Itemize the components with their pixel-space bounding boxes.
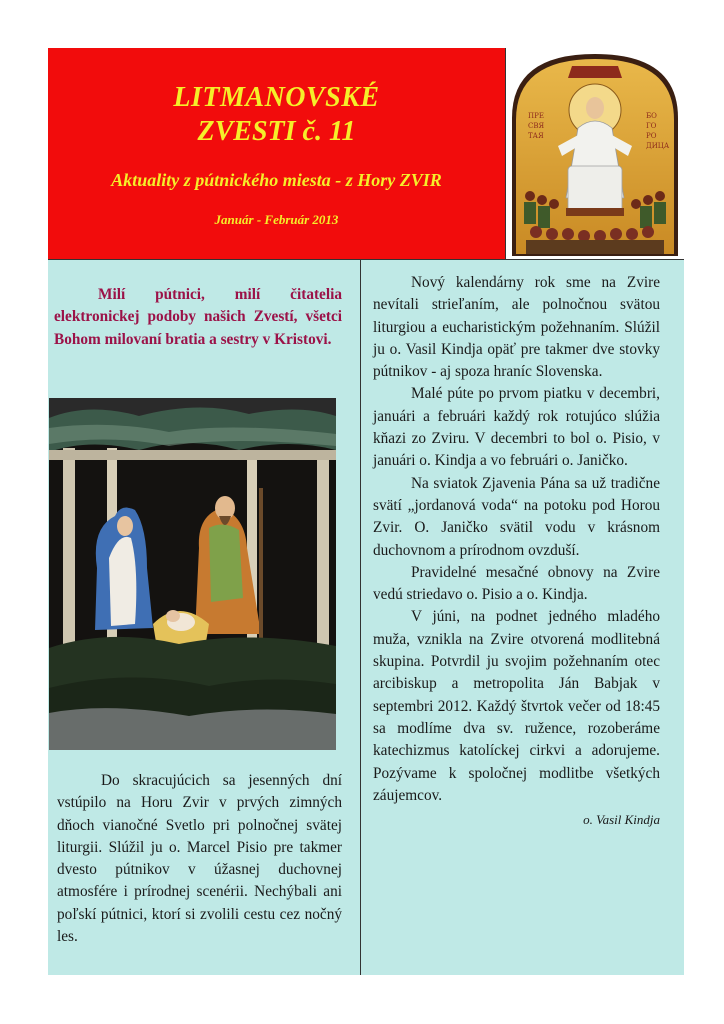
icon-image [506,48,684,260]
article-paragraph-4: Pravidelné mesačné obnovy na Zvire vedú striedavo o. Pisio a o. Kindja. [373,563,660,604]
icon-lettering-right: БО [646,112,657,120]
masthead-title: LITMANOVSKÉ [173,82,380,113]
issue-title: ZVESTI č. 11 [197,116,356,147]
article-paragraph-1: Nový kalendárny rok sme na Zvire nevítali strieľaním, ale polnočnou svätou liturgiou a eucharistickým požehnaním. Slúžil ju o. Vasil Kindja opäť pre takmer dve stovky pútnikov - aj spoza hraníc Slovenska. [373,274,660,381]
article-paragraph-5: V júni, na podnet jedného mladého muža, vznikla na Zvire otvorená modlitebná skupina. Potvrdil ju svojim požehnaním otec arcibiskup a metropolita Ján Babjak v septembri 2012. Každý štvrtok večer od 18:45 sa modlíme dva sv. ružence, rozoberáme katechizmus katolíckej cirkvi a adorujeme. Pozývame k spoločnej modlitbe všetkých záujemcov. [373,608,660,804]
svg-text:СВЯ: СВЯ [528,122,545,130]
greeting [54,284,342,351]
svg-text:ТАЯ: ТАЯ [528,132,544,140]
nativity-scene-image [49,398,336,750]
icon-lettering-left: ПРЕ [528,112,544,120]
madonna-icon [506,48,684,260]
svg-text:РО: РО [646,132,657,140]
masthead [48,48,506,260]
article-paragraph: Do skracujúcich sa jesenných dní vstúpilo na Horu Zvir v prvých zimných dňoch vianočné Svetlo pri polnočnej svätej liturgii. Slúžil ju o. Marcel Pisio pre takmer dvesto pútnikov v úžasnej duchovnej atmosfére i prírodnej scenérii. Nechýbali ani poľskí pútnici, ktorí si zvolili cestu cez nočný les. [57,772,342,946]
svg-text:ДИЦА: ДИЦА [646,142,670,150]
greeting-text: Milí pútnici, milí čitatelia elektronickej podoby našich Zvestí, všetci Bohom milovaní bratia a sestry v Kristovi. [54,286,342,348]
article-paragraph-2: Malé púte po prvom piatku v decembri, januári a februári každý rok rotujúco slúžia kňazi zo Zviru. V decembri to bol o. Pisio, v januári o. Kindja a vo februári o. Janičko. [373,385,660,470]
article-paragraph-3: Na sviatok Zjavenia Pána sa už tradične svätí „jordanová voda“ na potoku pod Horou Zvir. O. Janičko svätil vodu v krásnom duchovnom a prírodnom ovzduší. [373,474,660,559]
nativity-photo [49,398,336,750]
masthead-subtitle: Aktuality z pútnického miesta - z Hory ZVIR [111,170,442,190]
article-left [57,770,342,948]
svg-text:ГО: ГО [646,122,657,130]
author-signature: o. Vasil Kindja [583,812,660,828]
issue-date: Január - Február 2013 [214,212,339,227]
article-right [373,272,660,831]
